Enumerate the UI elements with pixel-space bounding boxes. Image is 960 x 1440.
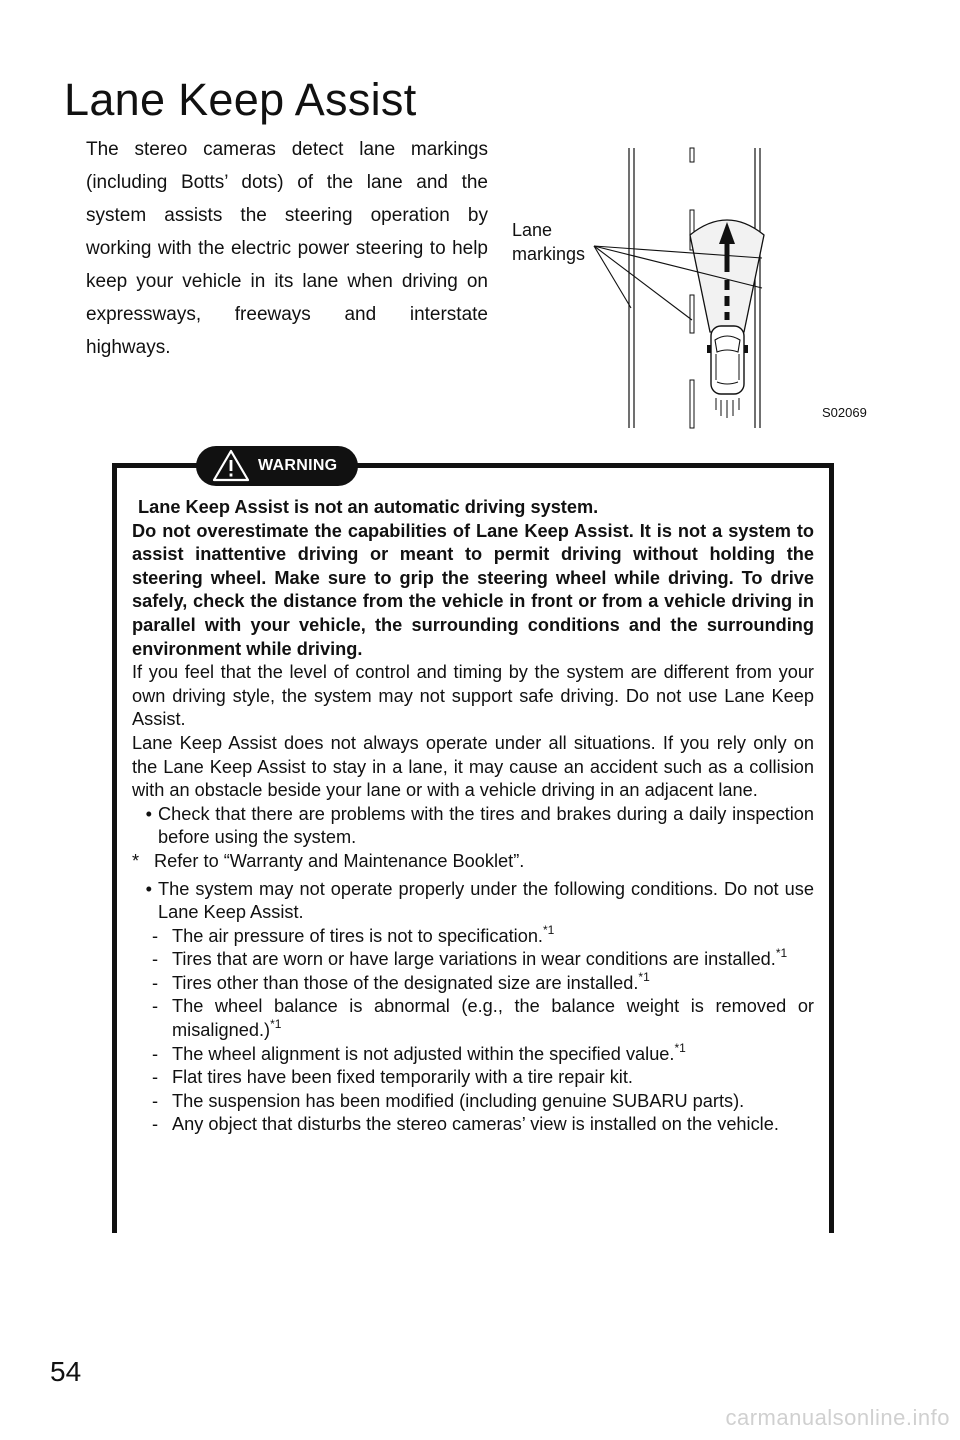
bullet-item (132, 878, 814, 925)
warning-paragraph-2: Lane Keep Assist does not always operate under all situations. If you rely only on the Lane Keep Assist to stay in a lane, it may cause an accident such as a collision with an obstacle beside your lane or with a vehicle driving in an adjacent lane. (132, 732, 814, 801)
condition-text-body: The air pressure of tires is not to specification. (172, 925, 543, 946)
watermark: carmanualsonline.info (725, 1405, 950, 1430)
condition-dash: - (151, 996, 158, 1017)
warning-content (132, 496, 814, 1137)
footnote-ref: *1 (775, 946, 788, 961)
condition-text (172, 1113, 814, 1137)
footnote-ref: *1 (638, 969, 650, 984)
condition-item (132, 1040, 814, 1067)
condition-text (172, 995, 814, 1042)
condition-text (172, 1090, 814, 1114)
condition-item (132, 922, 814, 949)
condition-dash: - (151, 925, 158, 946)
footnote-ref: *1 (543, 922, 555, 937)
condition-dash: - (151, 972, 158, 993)
condition-item (132, 1090, 814, 1114)
condition-text-body: Tires other than those of the designated size are installed. (172, 972, 639, 993)
condition-text (172, 969, 814, 996)
condition-item (132, 948, 814, 972)
page-title: Lane Keep Assist (64, 74, 417, 125)
bullet-item (132, 803, 814, 850)
warning-badge (196, 446, 358, 486)
condition-item (132, 1113, 814, 1137)
warning-paragraph-1: If you feel that the level of control and timing by the system are different from your own driving style, the system may not support safe driving. Do not use Lane Keep Assist. (132, 662, 814, 730)
footnote-ref: *1 (674, 1040, 686, 1055)
condition-item (132, 1066, 814, 1090)
condition-text (172, 922, 814, 949)
bullet-text: Check that there are problems with the tires and brakes during a daily inspection before using the system. (158, 803, 814, 848)
bullet-text: The system may not operate properly under the following conditions. Do not use Lane Keep Assist. (158, 878, 814, 923)
condition-text (172, 1066, 814, 1090)
warning-badge-label: WARNING (258, 457, 338, 474)
page-number: 54 (50, 1356, 82, 1387)
footnote (132, 850, 814, 874)
condition-text-body: Flat tires have been fixed temporarily with a tire repair kit. (172, 1067, 633, 1088)
figure-code: S02069 (822, 405, 867, 420)
condition-text-body: Any object that disturbs the stereo cameras’ view is installed on the vehicle. (172, 1114, 779, 1135)
condition-text-body: Tires that are worn or have large variations in wear conditions are installed. (172, 949, 776, 970)
bullet-mark: • (145, 878, 152, 899)
condition-text (172, 948, 814, 972)
intro-paragraph: The stereo cameras detect lane markings (including Botts’ dots) of the lane and the system assists the steering operation by working with the electric power steering to help keep your vehicle in its lane when driving on expressways, freeways and interstate highways. (86, 139, 488, 358)
condition-text-body: The suspension has been modified (including genuine SUBARU parts). (172, 1090, 745, 1111)
footnote-text: Refer to “Warranty and Maintenance Booklet”. (154, 850, 525, 871)
warning-bold-paragraph: Do not overestimate the capabilities of Lane Keep Assist. It is not a system to assist inattentive driving or meant to permit driving without holding the steering wheel. Make sure to grip the steering wheel while driving. To drive safely, check the distance from the vehicle in front or from a vehicle driving in parallel with your vehicle, the surrounding conditions and the surrounding environment while driving. (132, 520, 814, 659)
lane-keep-figure (500, 140, 880, 440)
warning-heading: Lane Keep Assist is not an automatic driving system. (138, 497, 599, 517)
condition-text-body: The wheel alignment is not adjusted within the specified value. (172, 1043, 675, 1064)
bullet-mark: • (145, 803, 152, 824)
condition-dash: - (151, 1043, 158, 1064)
conditions-list (132, 922, 814, 1137)
condition-item (132, 995, 814, 1042)
warning-triangle-icon (212, 449, 250, 483)
condition-dash: - (151, 1090, 158, 1111)
condition-dash: - (151, 1067, 158, 1088)
footnote-ref: *1 (270, 1017, 282, 1032)
condition-dash: - (151, 1114, 158, 1135)
condition-item (132, 969, 814, 996)
condition-text (172, 1040, 814, 1067)
condition-text-body: The wheel balance is abnormal (e.g., the balance weight is removed or misaligned.) (172, 996, 814, 1041)
footnote-mark: * (132, 850, 140, 871)
condition-dash: - (151, 949, 158, 970)
lane-diagram-illustration (500, 140, 880, 440)
lane-markings-label: Lane markings (512, 220, 586, 264)
